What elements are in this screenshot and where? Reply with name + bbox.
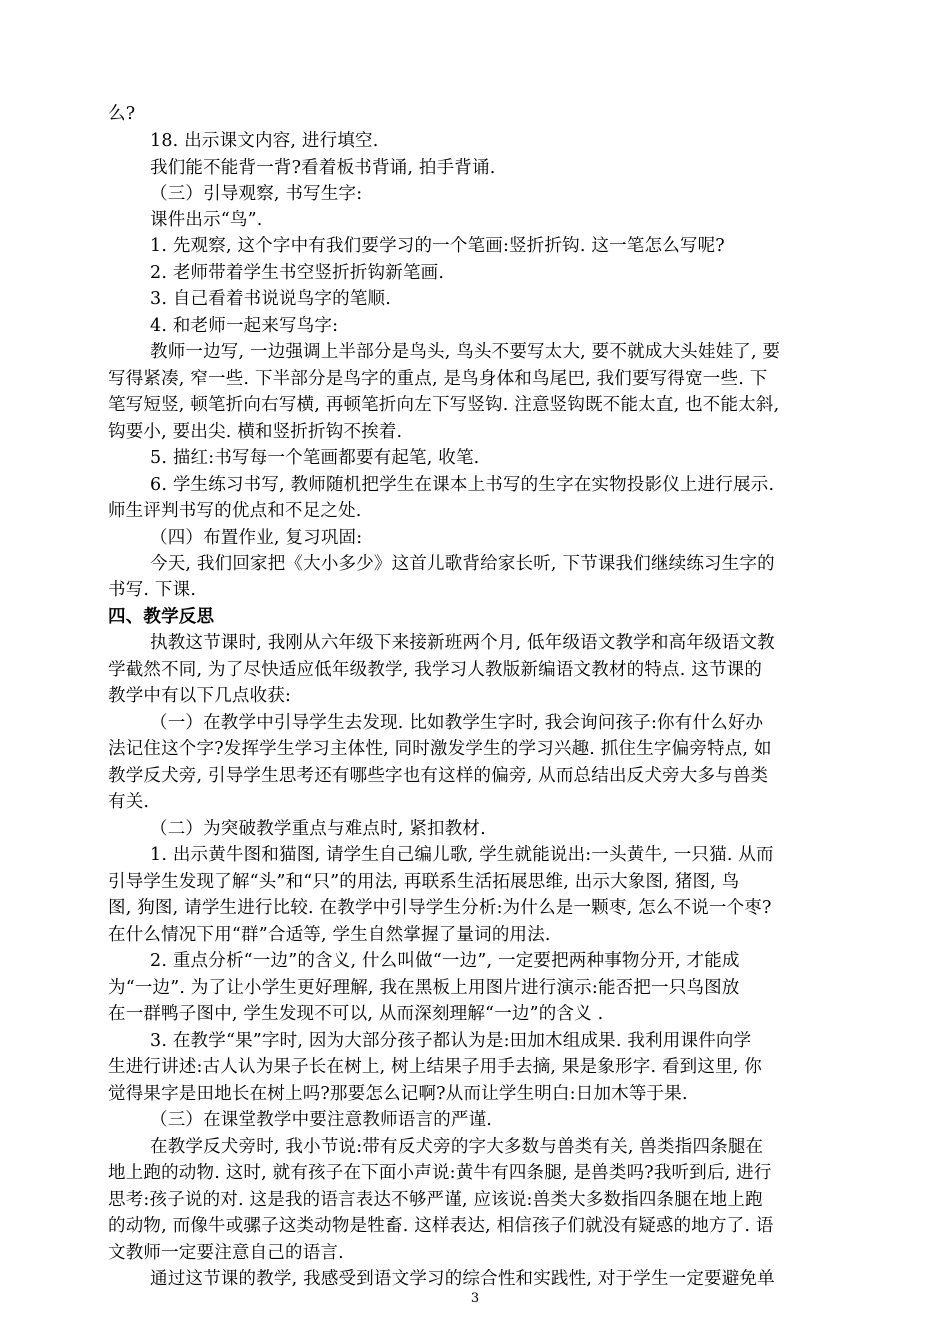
text-line: 执教这节课时, 我刚从六年级下来接新班两个月, 低年级语文教学和高年级语文教 <box>150 633 775 653</box>
text-line: 5. 描红:书写每一个笔画都要有起笔, 收笔. <box>150 448 480 468</box>
page-number: 3 <box>470 1291 480 1306</box>
text-line: 教师一边写, 一边强调上半部分是鸟头, 鸟头不要写太大, 要不就成大头娃娃了, 要 <box>150 342 781 362</box>
text-line: 引导学生发现了解“头”和“只”的用法, 再联系生活拓展思维, 出示大象图, 猪图, 鸟 <box>108 872 740 892</box>
text-line: 6. 学生练习书写, 教师随机把学生在课本上书写的生字在实物投影仪上进行展示. <box>150 475 775 495</box>
text-line: 通过这节课的教学, 我感受到语文学习的综合性和实践性, 对于学生一定要避免单 <box>150 1269 775 1289</box>
text-line: 1. 先观察, 这个字中有我们要学习的一个笔画:竖折折钩. 这一笔怎么写呢? <box>150 236 725 256</box>
text-line: 学截然不同, 为了尽快适应低年级教学, 我学习人教版新编语文教材的特点. 这节课的 <box>108 660 763 680</box>
text-line: 1. 出示黄牛图和猫图, 请学生自己编儿歌, 学生就能说出:一头黄牛, 一只猫. 从而 <box>150 845 774 865</box>
text-line: 生进行讲述:古人认为果子长在树上, 树上结果子用手去摘, 果是象形字. 看到这里, 你 <box>108 1057 762 1077</box>
text-line: 写得紧凑, 窄一些. 下半部分是鸟字的重点, 是鸟身体和鸟尾巴, 我们要写得宽一些. 下 <box>108 369 768 389</box>
text-line: 么? <box>108 104 136 124</box>
text-line: 在教学反犬旁时, 我小节说:带有反犬旁的字大多数与兽类有关, 兽类指四条腿在 <box>150 1137 764 1157</box>
text-line: 今天, 我们回家把《大小多少》这首儿歌背给家长听, 下节课我们继续练习生字的 <box>150 554 775 574</box>
text-line: 图, 狗图, 请学生进行比较. 在教学中引导学生分析:为什么是一颗枣, 怎么不说一个枣? <box>108 898 772 918</box>
text-line: 在什么情况下用“群”合适等, 学生自然掌握了量词的用法. <box>108 925 551 945</box>
text-line: 法记住这个字?发挥学生学习主体性, 同时激发学生的学习兴趣. 抓住生字偏旁特点, 如 <box>108 739 772 759</box>
text-line: 18. 出示课文内容, 进行填空. <box>150 131 379 151</box>
text-line: 为“一边”. 为了让小学生更好理解, 我在黑板上用图片进行演示:能否把一只鸟图放 <box>108 978 740 998</box>
text-line: （三）在课堂教学中要注意教师语言的严谨. <box>150 1110 493 1130</box>
text-line: （二）为突破教学重点与难点时, 紧扣教材. <box>150 819 486 839</box>
text-line: 有关. <box>108 792 150 812</box>
text-line: 课件出示“鸟”. <box>150 210 263 230</box>
text-line: 我们能不能背一背?看着板书背诵, 拍手背诵. <box>150 158 496 178</box>
text-line: 笔写短竖, 顿笔折向右写横, 再顿笔折向左下写竖钩. 注意竖钩既不能太直, 也不能太斜, <box>108 395 780 415</box>
text-line: 地上跑的动物. 这时, 就有孩子在下面小声说:黄牛有四条腿, 是兽类吗?我听到后, 进行 <box>108 1163 772 1183</box>
text-line: 书写. 下课. <box>108 580 197 600</box>
text-line: 教学反犬旁, 引导学生思考还有哪些字也有这样的偏旁, 从而总结出反犬旁大多与兽类 <box>108 766 769 786</box>
text-line: 2. 老师带着学生书空竖折折钩新笔画. <box>150 263 445 283</box>
text-line: 教学中有以下几点收获: <box>108 686 292 706</box>
text-line: （四）布置作业, 复习巩固: <box>150 528 363 548</box>
text-line: 思考:孩子说的对. 这是我的语言表达不够严谨, 应该说:兽类大多数指四条腿在地上跑 <box>108 1190 763 1210</box>
text-line: 觉得果字是田地长在树上吗?那要怎么记啊?从而让学生明白:日加木等于果. <box>108 1084 688 1104</box>
text-line: （三）引导观察, 书写生字: <box>150 184 363 204</box>
text-line: 的动物, 而像牛或骡子这类动物是牲畜. 这样表达, 相信孩子们就没有疑惑的地方了. 语 <box>108 1216 774 1236</box>
text-line: 3. 自己看着书说说鸟字的笔顺. <box>150 289 392 309</box>
section-heading: 四、教学反思 <box>108 607 215 627</box>
text-line: 4. 和老师一起来写鸟字: <box>150 316 339 336</box>
text-line: 在一群鸭子图中, 学生发现不可以, 从而深刻理解“一边”的含义 . <box>108 1004 604 1024</box>
text-line: （一）在教学中引导学生去发现. 比如教学生字时, 我会询问孩子:你有什么好办 <box>150 713 764 733</box>
text-line: 师生评判书写的优点和不足之处. <box>108 501 362 521</box>
text-line: 文教师一定要注意自己的语言. <box>108 1243 344 1263</box>
text-line: 钩要小, 要出尖. 横和竖折折钩不挨着. <box>108 422 403 442</box>
text-line: 2. 重点分析“一边”的含义, 什么叫做“一边”, 一定要把两种事物分开, 才能成 <box>150 951 740 971</box>
text-line: 3. 在教学“果”字时, 因为大部分孩子都认为是:田加木组成果. 我利用课件向学 <box>150 1031 752 1051</box>
